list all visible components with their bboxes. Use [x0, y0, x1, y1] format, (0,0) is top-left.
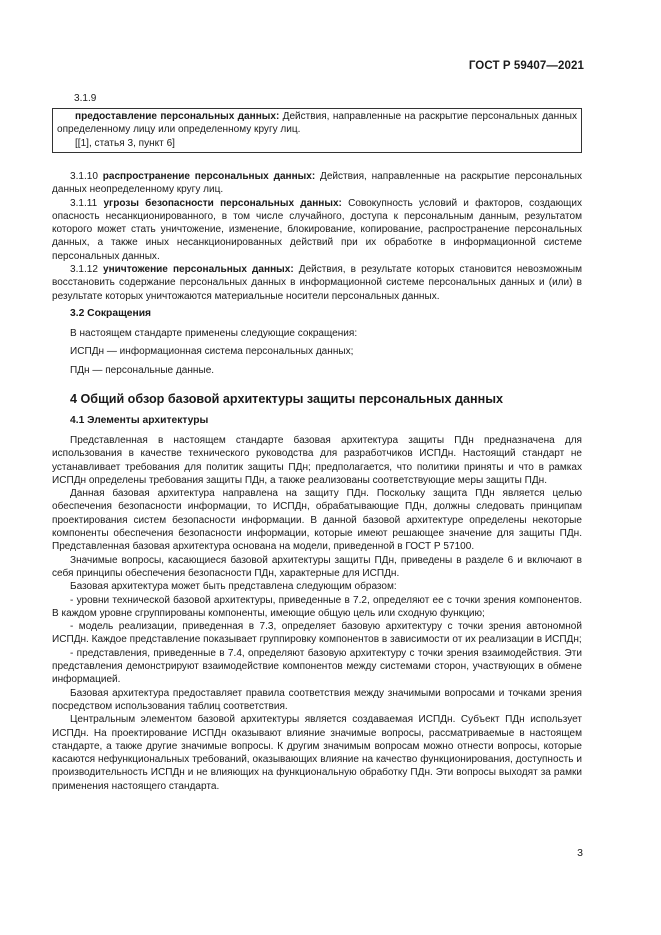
paragraph: Данная базовая архитектура направлена на защиту ПДн. Поскольку защита ПДн является целью обеспечения безопасности информации, то ИСПДн, обрабатывающие ПДн, должны следовать принципам проектирования систем безопасности информации. В данной базовой архитектуре определены некоторые компоненты обеспечения безопасности информации, которые имеют решающее значение для защиты ПДн. Представленная базовая архитектура основана на модели, приведенной в ГОСТ Р 57100.	[52, 488, 582, 553]
term-text: Совокупность условий и факторов, создающих опасность несанкционированного, в том числе случайного, доступа к персональным данным, результатом которого может стать уничтожение, изменение, блокирование, копирование, распространение персональных данных, а также иных несанкционированных действий при их обработке в информационной системе персональных данных.	[52, 197, 583, 262]
paragraph: Базовая архитектура может быть представлена следующим образом:	[70, 581, 397, 593]
abbreviation-item: ПДн — персональные данные.	[70, 364, 215, 376]
term-text: Действия, направленные на раскрытие персональных данных определенному лицу или определенному кругу лиц.	[57, 111, 577, 136]
abbreviations-intro: В настоящем стандарте применены следующие сокращения:	[70, 328, 358, 339]
definition-number: 3.1.10	[70, 171, 103, 182]
section-4	[52, 392, 582, 793]
definitions-block	[52, 170, 582, 303]
paragraph: Базовая архитектура предоставляет правила соответствия между значимыми вопросами и точками зрения посредством использования таблиц соответствия.	[52, 687, 582, 712]
definition-box	[52, 108, 582, 153]
paragraph: Представленная в настоящем стандарте базовая архитектура защиты ПДн предназначена для использования в качестве технического руководства для разработчиков ИСПДн. Настоящий стандарт не устанавливает требования для политик защиты ПДн; предполагается, что политики приняты и что в рамках ИСПДн определены требования защиты ПДн, а также реализованы соответствующие меры защиты ПДн.	[52, 435, 582, 486]
term: распространение персональных данных:	[102, 171, 316, 182]
term-text: Действия, направленные на раскрытие персональных данных неопределенному кругу лиц.	[52, 171, 582, 196]
abbreviations-section	[52, 308, 582, 377]
abbreviation-item: ИСПДн — информационная система персональных данных;	[70, 346, 354, 358]
paragraph: Значимые вопросы, касающиеся базовой архитектуры защиты ПДн, приведены в разделе 6 и включают в себя принципы обеспечения безопасности ПДн, характерные для ИСПДн.	[52, 554, 582, 579]
definition-number: 3.1.9	[74, 93, 97, 104]
definition-3-1-9	[57, 110, 577, 137]
list-item: - уровни технической базовой архитектуры, приведенные в 7.2, определяют ее с точки зрения компонентов. В каждом уровне сгруппированы компоненты, имеющие общую цель или сходную функцию;	[52, 594, 582, 619]
definition-3-1-11	[52, 197, 582, 263]
document-code: ГОСТ Р 59407—2021	[468, 60, 584, 72]
subsection-heading: 4.1 Элементы архитектуры	[70, 415, 209, 426]
page-number: 3	[577, 847, 583, 859]
list-item: - модель реализации, приведенная в 7.3, определяет базовую архитектуру с точки зрения автономной ИСПДн. Каждое представление показывает группировку компонентов в зависимости от их реализации в ИСПДн;	[52, 621, 582, 646]
term-text: Действия, в результате которых становится невозможным восстановить содержание персональных данных в информационной системе персональных данных и (или) в результате которых уничтожаются материальные носители персональных данных.	[52, 264, 582, 302]
paragraph: Центральным элементом базовой архитектуры является создаваемая ИСПДн. Субъект ПДн использует ИСПДн. На проектирование ИСПДн оказывают влияние значимые вопросы, рассматриваемые в настоящем стандарте, а также другие значимые вопросы. К другим значимым вопросам можно отнести вопросы, которые касаются нефункциональных требований, оказывающих влияние на качество функционирования, доступность и производительность ИСПДн и не влияющих на функциональную обработку ПДн. Эти вопросы выходят за рамки применения настоящего стандарта.	[52, 714, 582, 792]
definition-number: 3.1.11	[70, 197, 104, 209]
definition-3-1-10	[52, 170, 582, 197]
term: угрозы безопасности персональных данных:	[103, 197, 342, 209]
section-heading: 3.2 Сокращения	[70, 308, 152, 319]
term: предоставление персональных данных:	[75, 111, 280, 122]
definition-3-1-12	[52, 263, 582, 303]
list-item: - представления, приведенные в 7.4, определяют базовую архитектуру с точки зрения взаимодействия. Эти представления демонстрируют взаимодействие компонентов между системами сторон, участвующих в обмене информацией.	[52, 647, 582, 686]
definition-reference: [[1], статья 3, пункт 6]	[75, 137, 175, 149]
term: уничтожение персональных данных:	[103, 264, 294, 276]
definition-number: 3.1.12	[70, 264, 104, 276]
chapter-heading: 4 Общий обзор базовой архитектуры защиты персональных данных	[70, 392, 504, 406]
